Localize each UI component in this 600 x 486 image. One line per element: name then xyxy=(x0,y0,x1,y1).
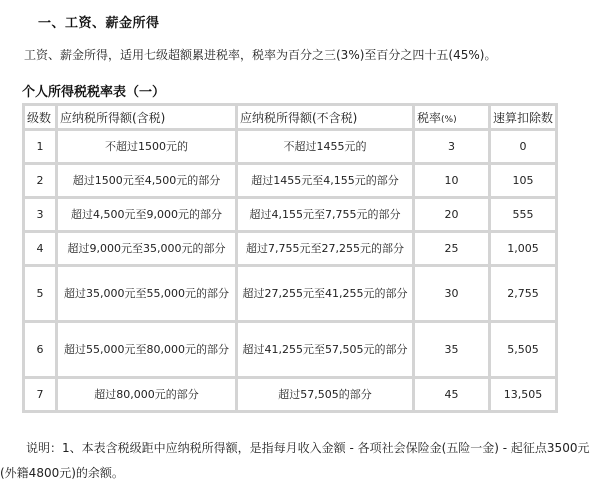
cell-taxable-incl: 超过1500元至4,500元的部分 xyxy=(57,164,237,198)
cell-level: 6 xyxy=(24,322,57,378)
cell-level: 4 xyxy=(24,232,57,266)
cell-taxable-excl: 超过4,155元至7,755元的部分 xyxy=(237,198,414,232)
table-title: 个人所得税税率表（一） xyxy=(22,85,166,100)
cell-level: 7 xyxy=(24,378,57,412)
table-row xyxy=(24,130,557,164)
table-header-row xyxy=(24,105,557,130)
cell-level: 5 xyxy=(24,266,57,322)
cell-level: 2 xyxy=(24,164,57,198)
intro-paragraph: 工资、薪金所得，适用七级超额累进税率，税率为百分之三(3%)至百分之四十五(45%)。 xyxy=(24,48,497,62)
header-taxable-incl: 应纳税所得额(含税) xyxy=(57,105,237,130)
cell-taxable-excl: 超过57,505的部分 xyxy=(237,378,414,412)
cell-deduction: 0 xyxy=(490,130,557,164)
cell-taxable-excl: 超过41,255元至57,505元的部分 xyxy=(237,322,414,378)
header-deduction: 速算扣除数 xyxy=(490,105,557,130)
cell-deduction: 105 xyxy=(490,164,557,198)
table-row xyxy=(24,322,557,378)
cell-taxable-excl: 超过1455元至4,155元的部分 xyxy=(237,164,414,198)
cell-rate: 3 xyxy=(414,130,490,164)
cell-rate: 30 xyxy=(414,266,490,322)
table-row xyxy=(24,266,557,322)
section-title: 一、工资、薪金所得 xyxy=(38,16,160,31)
header-rate-label: 税率 xyxy=(417,110,442,125)
table-row xyxy=(24,164,557,198)
header-level: 级数 xyxy=(24,105,57,130)
header-rate-unit: (%) xyxy=(441,114,457,125)
cell-deduction: 2,755 xyxy=(490,266,557,322)
cell-taxable-incl: 不超过1500元的 xyxy=(57,130,237,164)
header-taxable-excl: 应纳税所得额(不含税) xyxy=(237,105,414,130)
cell-taxable-excl: 不超过1455元的 xyxy=(237,130,414,164)
cell-taxable-incl: 超过80,000元的部分 xyxy=(57,378,237,412)
cell-taxable-incl: 超过9,000元至35,000元的部分 xyxy=(57,232,237,266)
table-row xyxy=(24,378,557,412)
cell-taxable-incl: 超过55,000元至80,000元的部分 xyxy=(57,322,237,378)
cell-taxable-incl: 超过4,500元至9,000元的部分 xyxy=(57,198,237,232)
cell-taxable-excl: 超过7,755元至27,255元的部分 xyxy=(237,232,414,266)
cell-deduction: 13,505 xyxy=(490,378,557,412)
tax-rate-table xyxy=(22,103,558,413)
table-row xyxy=(24,198,557,232)
explanatory-note: 说明：1、本表含税级距中应纳税所得额，是指每月收入金额 - 各项社会保险金(五险一金) - 起征点3500元(外籍4800元)的余额。 xyxy=(0,441,590,480)
cell-rate: 25 xyxy=(414,232,490,266)
cell-level: 3 xyxy=(24,198,57,232)
cell-deduction: 1,005 xyxy=(490,232,557,266)
cell-level: 1 xyxy=(24,130,57,164)
cell-taxable-excl: 超过27,255元至41,255元的部分 xyxy=(237,266,414,322)
cell-taxable-incl: 超过35,000元至55,000元的部分 xyxy=(57,266,237,322)
cell-deduction: 555 xyxy=(490,198,557,232)
cell-rate: 10 xyxy=(414,164,490,198)
table-row xyxy=(24,232,557,266)
header-rate xyxy=(414,105,490,130)
cell-rate: 35 xyxy=(414,322,490,378)
cell-rate: 45 xyxy=(414,378,490,412)
cell-rate: 20 xyxy=(414,198,490,232)
cell-deduction: 5,505 xyxy=(490,322,557,378)
